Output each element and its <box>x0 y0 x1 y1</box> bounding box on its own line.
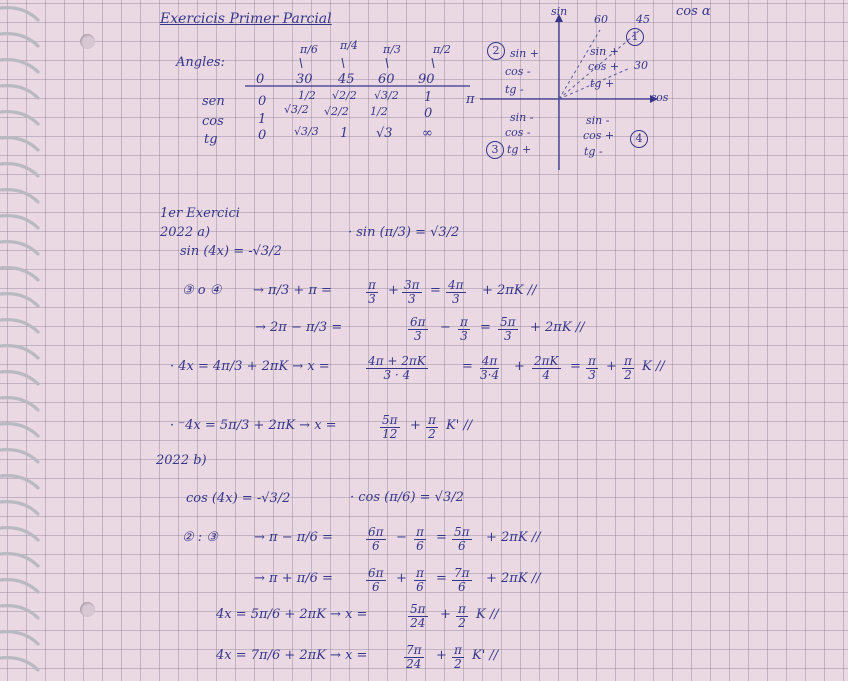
angle-deg: 0 <box>256 72 265 87</box>
q1-sin: sin + <box>590 45 619 58</box>
minus: − <box>396 530 407 545</box>
deg-60-label: 60 <box>594 13 608 26</box>
tg-value: √3/3 <box>294 125 319 138</box>
quadrants-a: ③ o ④ <box>182 283 222 298</box>
equals: = <box>436 530 447 545</box>
sin-axis-label: sin <box>551 5 568 18</box>
fraction: $\frac{5\pi}{3}$ <box>500 315 516 343</box>
q1-cos: cos + <box>588 60 620 73</box>
fraction: $\frac{\pi}{3}$ <box>588 354 596 382</box>
minus: − <box>440 320 451 335</box>
quadrant-2-marker <box>487 42 505 60</box>
angles-label: Angles: <box>176 55 225 70</box>
tg-value: ∞ <box>422 126 433 141</box>
cos-value: 1 <box>258 112 267 127</box>
cos-value: √2/2 <box>324 105 349 118</box>
fraction: $\frac{6\pi}{6}$ <box>368 566 384 594</box>
pi-label: π <box>466 92 475 107</box>
step-a1: → π/3 + π = <box>253 283 332 298</box>
deg-30-label: 30 <box>634 59 648 72</box>
solution-a2: · ⁻4x = 5π/3 + 2πK → x = <box>170 418 337 433</box>
quadrant-4-marker <box>630 130 648 148</box>
cos-value: √3/2 <box>284 103 309 116</box>
period-term: K // <box>476 607 499 622</box>
q3-tg: tg + <box>507 143 532 156</box>
cos-alpha-label: cos α <box>676 4 711 19</box>
solution-b1: 4x = 5π/6 + 2πK → x = <box>216 607 368 622</box>
q2-tg: tg - <box>505 83 524 96</box>
sen-value: 1 <box>424 90 433 105</box>
q4-tg: tg - <box>584 145 603 158</box>
equals: = <box>462 359 473 374</box>
fraction: $\frac{\pi}{3}$ <box>368 278 376 306</box>
tg-value: √3 <box>376 126 393 141</box>
quadrant-number: 1 <box>626 28 644 46</box>
q4-cos: cos + <box>583 129 615 142</box>
step-a2: → 2π − π/3 = <box>255 320 343 335</box>
reference-a: · sin (π/3) = √3/2 <box>348 225 460 240</box>
plus: + <box>388 283 399 298</box>
fraction: $\frac{\pi}{2}$ <box>624 354 632 382</box>
period-term: K' // <box>446 418 473 433</box>
page-title: Exercicis Primer Parcial <box>160 11 332 27</box>
deg-45-label: 45 <box>636 13 650 26</box>
angle-deg: 30 <box>296 72 313 87</box>
fraction: $\frac{7\pi}{24}$ <box>406 643 422 671</box>
sen-value: 0 <box>258 94 267 109</box>
reference-b: · cos (π/6) = √3/2 <box>350 490 464 505</box>
cos-value: 0 <box>424 106 433 121</box>
angle-rad: π/2 <box>433 43 451 56</box>
fraction: $\frac{6\pi}{6}$ <box>368 525 384 553</box>
part-a-label: 2022 a) <box>160 225 211 240</box>
step-b2: → π + π/6 = <box>254 571 333 586</box>
solution-a1: · 4x = 4π/3 + 2πK → x = <box>170 359 330 374</box>
angle-rad: π/3 <box>383 43 401 56</box>
equals: = <box>436 571 447 586</box>
equation-a: sin (4x) = -√3/2 <box>180 244 282 259</box>
equals: = <box>570 359 581 374</box>
quadrant-1-marker <box>626 28 644 46</box>
fraction: $\frac{5\pi}{6}$ <box>454 525 470 553</box>
q2-sin: sin + <box>510 47 539 60</box>
plus: + <box>440 607 451 622</box>
sen-value: √3/2 <box>374 89 399 102</box>
plus: + <box>396 571 407 586</box>
q3-cos: cos - <box>505 126 531 139</box>
fraction: $\frac{\pi}{6}$ <box>416 566 424 594</box>
period-term: + 2πK // <box>486 530 541 545</box>
equation-b: cos (4x) = -√3/2 <box>186 491 291 506</box>
fraction: $\frac{6\pi}{3}$ <box>410 315 426 343</box>
q2-cos: cos - <box>505 65 531 78</box>
fraction: $\frac{4\pi}{3}$ <box>448 278 464 306</box>
period-term: + 2πK // <box>530 320 585 335</box>
cos-axis-label: cos <box>650 91 669 104</box>
part-b-label: 2022 b) <box>156 453 207 468</box>
q3-sin: sin - <box>510 111 534 124</box>
fraction: $\frac{5\pi}{12}$ <box>382 413 398 441</box>
q1-tg: tg + <box>590 77 615 90</box>
fraction: $\frac{4\pi}{3\cdot 4}$ <box>480 354 500 382</box>
fraction: $\frac{\pi}{3}$ <box>460 315 468 343</box>
quadrant-number: 4 <box>630 130 648 148</box>
plus: + <box>606 359 617 374</box>
plus: + <box>410 418 421 433</box>
row-label-tg: tg <box>204 132 218 147</box>
fraction: $\frac{2\pi K}{4}$ <box>534 354 559 382</box>
fraction: $\frac{4\pi + 2\pi K}{3 \cdot 4}$ <box>368 354 426 382</box>
cos-value: 1/2 <box>370 105 388 118</box>
period-term: + 2πK // <box>486 571 541 586</box>
angle-rad: π/6 <box>300 43 318 56</box>
angle-rad: π/4 <box>340 39 358 52</box>
quadrants-b: ② : ③ <box>182 530 218 545</box>
row-label-sen: sen <box>202 94 225 109</box>
angle-deg: 90 <box>418 72 435 87</box>
fraction: $\frac{3\pi}{3}$ <box>404 278 420 306</box>
quadrant-number: 2 <box>487 42 505 60</box>
period-term: + 2πK // <box>482 283 537 298</box>
tg-value: 0 <box>258 128 267 143</box>
quadrant-number: 3 <box>486 141 504 159</box>
plus: + <box>436 648 447 663</box>
period-term: K' // <box>472 648 499 663</box>
sen-value: √2/2 <box>332 89 357 102</box>
equals: = <box>430 283 441 298</box>
fraction: $\frac{5\pi}{24}$ <box>410 602 426 630</box>
angle-deg: 60 <box>378 72 395 87</box>
step-b1: → π − π/6 = <box>254 530 333 545</box>
fraction: $\frac{\pi}{2}$ <box>458 602 466 630</box>
tg-value: 1 <box>340 126 349 141</box>
q4-sin: sin - <box>586 114 610 127</box>
fraction: $\frac{7\pi}{6}$ <box>454 566 470 594</box>
equals: = <box>480 320 491 335</box>
plus: + <box>514 359 525 374</box>
period-term: K // <box>642 359 665 374</box>
quadrant-3-marker <box>486 141 504 159</box>
solution-b2: 4x = 7π/6 + 2πK → x = <box>216 648 368 663</box>
sen-value: 1/2 <box>298 89 316 102</box>
fraction: $\frac{\pi}{6}$ <box>416 525 424 553</box>
exercise-heading: 1er Exercici <box>160 206 240 221</box>
row-label-cos: cos <box>202 114 224 129</box>
fraction: $\frac{\pi}{2}$ <box>454 643 462 671</box>
fraction: $\frac{\pi}{2}$ <box>428 413 436 441</box>
angle-deg: 45 <box>338 72 355 87</box>
